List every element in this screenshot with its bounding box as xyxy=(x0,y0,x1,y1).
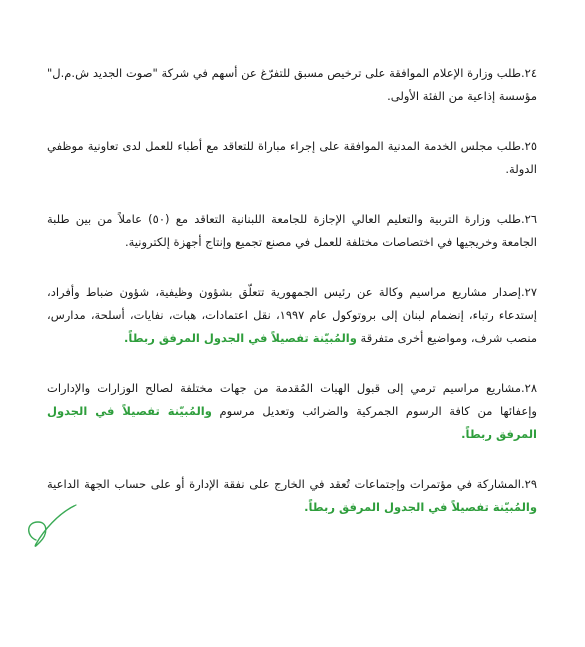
item-number: ٢٨. xyxy=(520,381,537,395)
item-text: إصدار مشاريع مراسيم وكالة عن رئيس الجمهورية تتعلّق بشؤون وظيفية، شؤون ضباط وأفراد، إستدعاء رتباء، إنضمام لبنان إلى بروتوكول عام ١٩٩٧، نقل اعتمادات، هبات، نفايات، أسلحة، مدارس، منصب شرف، ومواضيع أخرى متفرقة xyxy=(47,285,537,345)
agenda-item-25 xyxy=(47,135,537,181)
item-number: ٢٩. xyxy=(520,477,537,491)
item-number: ٢٧. xyxy=(520,285,537,299)
agenda-item-26 xyxy=(47,208,537,254)
item-highlight: والمُبيّنة تفصيلاً في الجدول المرفق ربطاً. xyxy=(47,404,537,441)
agenda-item-24 xyxy=(47,62,537,108)
agenda-item-27 xyxy=(47,281,537,350)
item-highlight: والمُبيّنة تفصيلاً في الجدول المرفق ربطاً. xyxy=(304,500,537,514)
item-text: طلب وزارة التربية والتعليم العالي الإجازة للجامعة اللبنانية التعاقد مع (٥٠) عاملاً من بين طلبة الجامعة وخريجيها في اختصاصات مختلفة للعمل في مصنع تجميع وإنتاج أجهزة إلكترونية. xyxy=(47,212,537,249)
item-highlight: والمُبيّنة تفصيلاً في الجدول المرفق ربطاً. xyxy=(124,331,357,345)
item-text: مشاريع مراسيم ترمي إلى قبول الهبات المُقدمة من جهات مختلفة لصالح الوزارات والإدارات وإعفائها من كافة الرسوم الجمركية والضرائب وتعديل مرسوم xyxy=(47,381,537,418)
item-text: المشاركة في مؤتمرات وإجتماعات تُعقد في الخارج على نفقة الإدارة أو على حساب الجهة الداعية xyxy=(47,477,521,491)
agenda-item-29 xyxy=(47,473,537,519)
agenda-items xyxy=(47,62,537,519)
item-number: ٢٤. xyxy=(520,66,537,80)
item-text: طلب مجلس الخدمة المدنية الموافقة على إجراء مباراة للتعاقد مع أطباء للعمل لدى تعاونية موظفي الدولة. xyxy=(47,139,537,176)
item-number: ٢٥. xyxy=(520,139,537,153)
item-number: ٢٦. xyxy=(521,212,538,226)
signature-icon xyxy=(22,500,82,550)
agenda-item-28 xyxy=(47,377,537,446)
item-text: طلب وزارة الإعلام الموافقة على ترخيص مسبق للتفرّغ عن أسهم في شركة "صوت الجديد ش.م.ل" مؤسسة إذاعية من الفئة الأولى. xyxy=(47,66,537,103)
